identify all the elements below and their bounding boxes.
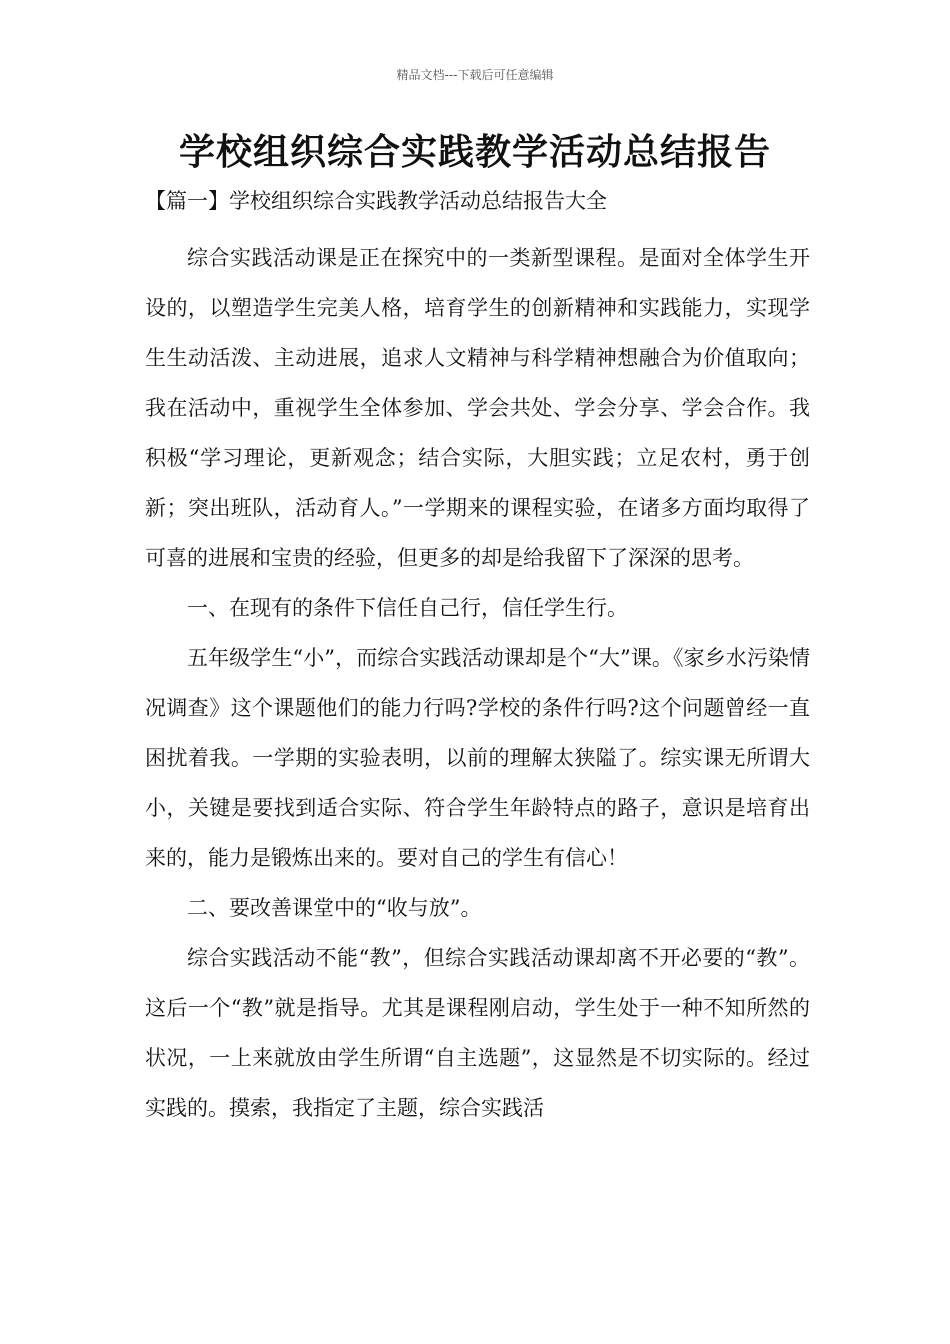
paragraph-point-one-body: 五年级学生“小”，而综合实践活动课却是个“大”课。《家乡水污染情况调查》这个课题他们的能力行吗?学校的条件行吗?这个问题曾经一直困扰着我。一学期的实验表明，以前的理解太狭隘了。综实课无所谓大小，关键是要找到适合实际、符合学生年龄特点的路子，意识是培育出来的，能力是锻炼出来的。要对自己的学生有信心！ [145,646,810,870]
running-header: 精品文档---下载后可任意编辑 [396,68,554,82]
section-heading: 【篇一】学校组织综合实践教学活动总结报告大全 [145,189,607,213]
paragraph-intro: 综合实践活动课是正在探究中的一类新型课程。是面对全体学生开设的，以塑造学生完美人格，培育学生的创新精神和实践能力，实现学生生动活泼、主动进展，追求人文精神与科学精神想融合为价值取向；我在活动中，重视学生全体参加、学会共处、学会分享、学会合作。我积极“学习理论，更新观念；结合实际，大胆实践；立足农村，勇于创新；突出班队，活动育人。”一学期来的课程实验，在诸多方面均取得了可喜的进展和宝贵的经验，但更多的却是给我留下了深深的思考。 [145,246,810,570]
body-text [145,233,810,1133]
paragraph-point-one-heading: 一、在现有的条件下信任自己行，信任学生行。 [187,596,628,620]
document-title: 学校组织综合实践教学活动总结报告 [178,131,771,173]
paragraph-point-two-body: 综合实践活动不能“教”，但综合实践活动课却离不开必要的“教”。这后一个“教”就是指导。尤其是课程刚启动，学生处于一种不知所然的状况，一上来就放由学生所谓“自主选题”，这显然是不切实际的。经过实践的。摸索，我指定了主题，综合实践活 [145,946,810,1120]
paragraph-point-two-heading: 二、要改善课堂中的“收与放”。 [187,896,482,920]
